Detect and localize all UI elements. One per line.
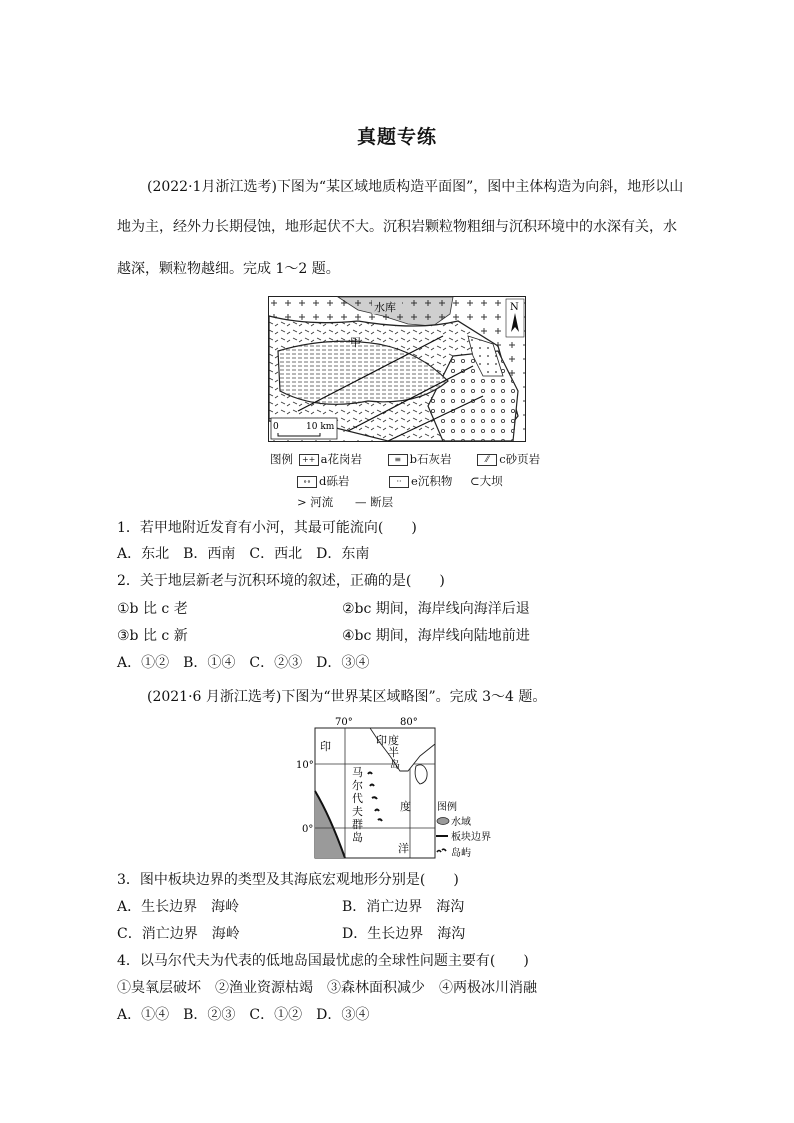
legend2-boundary: 板块边界 [451, 832, 491, 843]
legend-row-2 [297, 473, 503, 489]
mal-6: 岛 [352, 831, 363, 844]
limestone-icon: ≡ [388, 454, 408, 466]
intro2: (2021·6 月浙江选考)下图为“世界某区域略图”。完成 3～4 题。 [147, 689, 547, 705]
scale-zero: 0 [273, 422, 279, 432]
legend-row-3 [297, 494, 393, 510]
legend2-title: 图例 [437, 802, 457, 813]
legend-limestone: b石灰岩 [409, 452, 452, 466]
legend2-island: 岛屿 [451, 848, 471, 859]
q1-options: A．东北 B．西南 C．西北 D．东南 [117, 546, 370, 562]
q2-s1: ①b 比 c 老 [117, 601, 188, 617]
lon70-label: 70° [335, 717, 353, 728]
region-map [290, 716, 500, 862]
q4-stem: 4．以马尔代夫为代表的低地岛国最忧虑的全球性问题主要有( ) [117, 953, 529, 969]
india-2: 度 [388, 734, 399, 747]
india-4: 岛 [390, 760, 400, 771]
scale-label: 10 km [306, 422, 335, 432]
india-3: 半 [388, 746, 399, 759]
q3-d: D．生长边界 海沟 [342, 926, 466, 942]
lat0-label: 0° [302, 824, 314, 835]
reservoir-label: 水库 [374, 301, 396, 314]
q3-b: B．消亡边界 海沟 [342, 899, 465, 915]
legend-fault: 断层 [370, 495, 394, 509]
legend-conglomerate: d砾岩 [319, 474, 350, 488]
legend-river: 河流 [310, 495, 334, 509]
q3-stem: 3．图中板块边界的类型及其海底宏观地形分别是( ) [117, 872, 459, 888]
sediment-icon: ·· [389, 476, 409, 488]
lat10-label: 10° [296, 760, 314, 771]
mal-3: 代 [352, 792, 363, 805]
intro1-line2: 地为主，经外力长期侵蚀，地形起伏不大。沉积岩颗粒物粗细与沉积环境中的水深有关，水 [117, 219, 677, 235]
q2-options: A．①② B．①④ C．②③ D．③④ [117, 655, 370, 671]
legend-sandshale: c砂页岩 [499, 452, 541, 466]
conglomerate-icon: ∘∘ [297, 476, 317, 488]
legend-granite: a花岗岩 [320, 452, 363, 466]
legend-sediment: e沉积物 [411, 474, 453, 488]
granite-icon: ++ [299, 454, 319, 466]
yang-label: 洋 [398, 842, 409, 855]
du-label: 度 [400, 800, 411, 813]
q4-options: A．①④ B．②③ C．①② D．③④ [117, 1007, 370, 1023]
q2-s2: ②bc 期间，海岸线向海洋后退 [342, 601, 530, 617]
q3-a: A．生长边界 海岭 [117, 899, 240, 915]
q4-items: ①臭氧层破坏 ②渔业资源枯竭 ③森林面积减少 ④两极冰川消融 [117, 980, 537, 996]
legend-dam: 大坝 [479, 474, 503, 488]
q2-stem: 2．关于地层新老与沉积环境的叙述，正确的是( ) [117, 573, 445, 589]
mal-2: 尔 [352, 779, 363, 792]
river-icon: > [297, 495, 307, 509]
q2-s3: ③b 比 c 新 [117, 628, 188, 644]
mal-4: 夫 [352, 805, 363, 818]
intro1-line3: 越深，颗粒物越细。完成 1～2 题。 [117, 261, 340, 277]
q2-s4: ④bc 期间，海岸线向陆地前进 [342, 628, 530, 644]
jia-label: 甲 [350, 336, 361, 349]
legend-title: 图例 [270, 452, 293, 466]
mal-5: 群 [352, 818, 363, 831]
water-icon [437, 818, 449, 825]
q1-stem: 1．若甲地附近发育有小河，其最可能流向( ) [117, 520, 417, 536]
legend-row-1 [270, 451, 540, 467]
north-label: N [510, 302, 519, 313]
yin-label: 印 [320, 740, 331, 753]
sandshale-icon: ⁄⁄ [477, 454, 497, 466]
legend2-water: 水域 [451, 817, 471, 828]
fault-icon: — [354, 495, 367, 509]
lon80-label: 80° [400, 717, 418, 728]
island-icon [437, 849, 446, 852]
mal-1: 马 [352, 766, 363, 779]
geology-map [268, 296, 526, 442]
page-title: 真题专练 [356, 126, 437, 148]
india-1: 印 [376, 734, 387, 747]
dam-icon: ⊂ [470, 474, 480, 488]
q3-c: C．消亡边界 海岭 [117, 926, 240, 942]
intro1-line1: (2022·1月浙江选考)下图为“某区域地质构造平面图”，图中主体构造为向斜，地形以山 [147, 179, 684, 195]
